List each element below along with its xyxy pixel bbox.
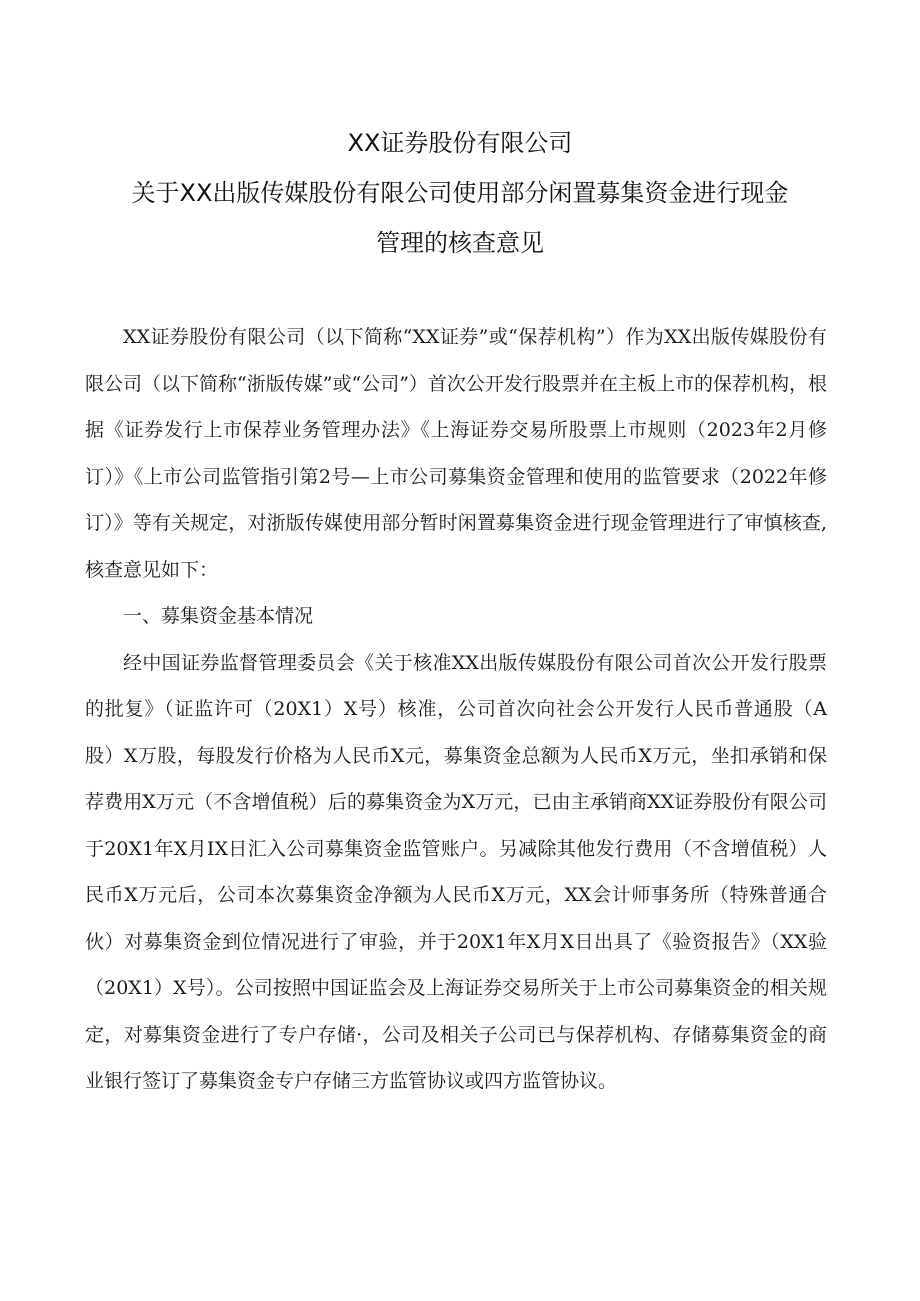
intro-paragraph: XX证券股份有限公司（以下简称“XX证券”或“保荐机构”）作为XX出版传媒股份有限公司（以下简称“浙版传媒”或“公司”）首次公开发行股票并在主板上市的保荐机构，根据《证券发行上市保荐业务管理办法》《上海证券交易所股票上市规则（2023年2月修订）》《上市公司监管指引第2号—上市公司募集资金管理和使用的监管要求（2022年修订）》等有关规定，对浙版传媒使用部分暂时闲置募集资金进行现金管理进行了审慎核查,核查意见如下： (85, 326, 827, 581)
title-line-company: XX证券股份有限公司 (347, 129, 573, 157)
document-body (85, 314, 827, 1105)
section-heading-fundraising-overview: 一、募集资金基本情况 (123, 605, 314, 627)
title-line-subject: 关于XX出版传媒股份有限公司使用部分闲置募集资金进行现金 (131, 179, 789, 207)
title-line-subject-continued: 管理的核查意见 (376, 229, 544, 257)
fundraising-details-paragraph: 经中国证券监督管理委员会《关于核准XX出版传媒股份有限公司首次公开发行股票的批复》（证监许可（20X1）X号）核准，公司首次向社会公开发行人民币普通股（A股）X万股，每股发行价格为人民币X元，募集资金总额为人民币X万元，坐扣承销和保荐费用X万元（不含增值税）后的募集资金为X万元，已由主承销商XX证券股份有限公司于20X1年X月IX日汇入公司募集资金监管账户。另减除其他发行费用（不含增值税）人民币X万元后，公司本次募集资金净额为人民币X万元，XX会计师事务所（特殊普通合伙）对募集资金到位情况进行了审验，并于20X1年X月X日出具了《验资报告》（XX验（20X1）X号）。公司按照中国证监会及上海证券交易所关于上市公司募集资金的相关规定，对募集资金进行了专户存储·，公司及相关子公司已与保荐机构、存储募集资金的商业银行签订了募集资金专户存储三方监管协议或四方监管协议。 (85, 651, 827, 1092)
document-title (80, 118, 840, 268)
